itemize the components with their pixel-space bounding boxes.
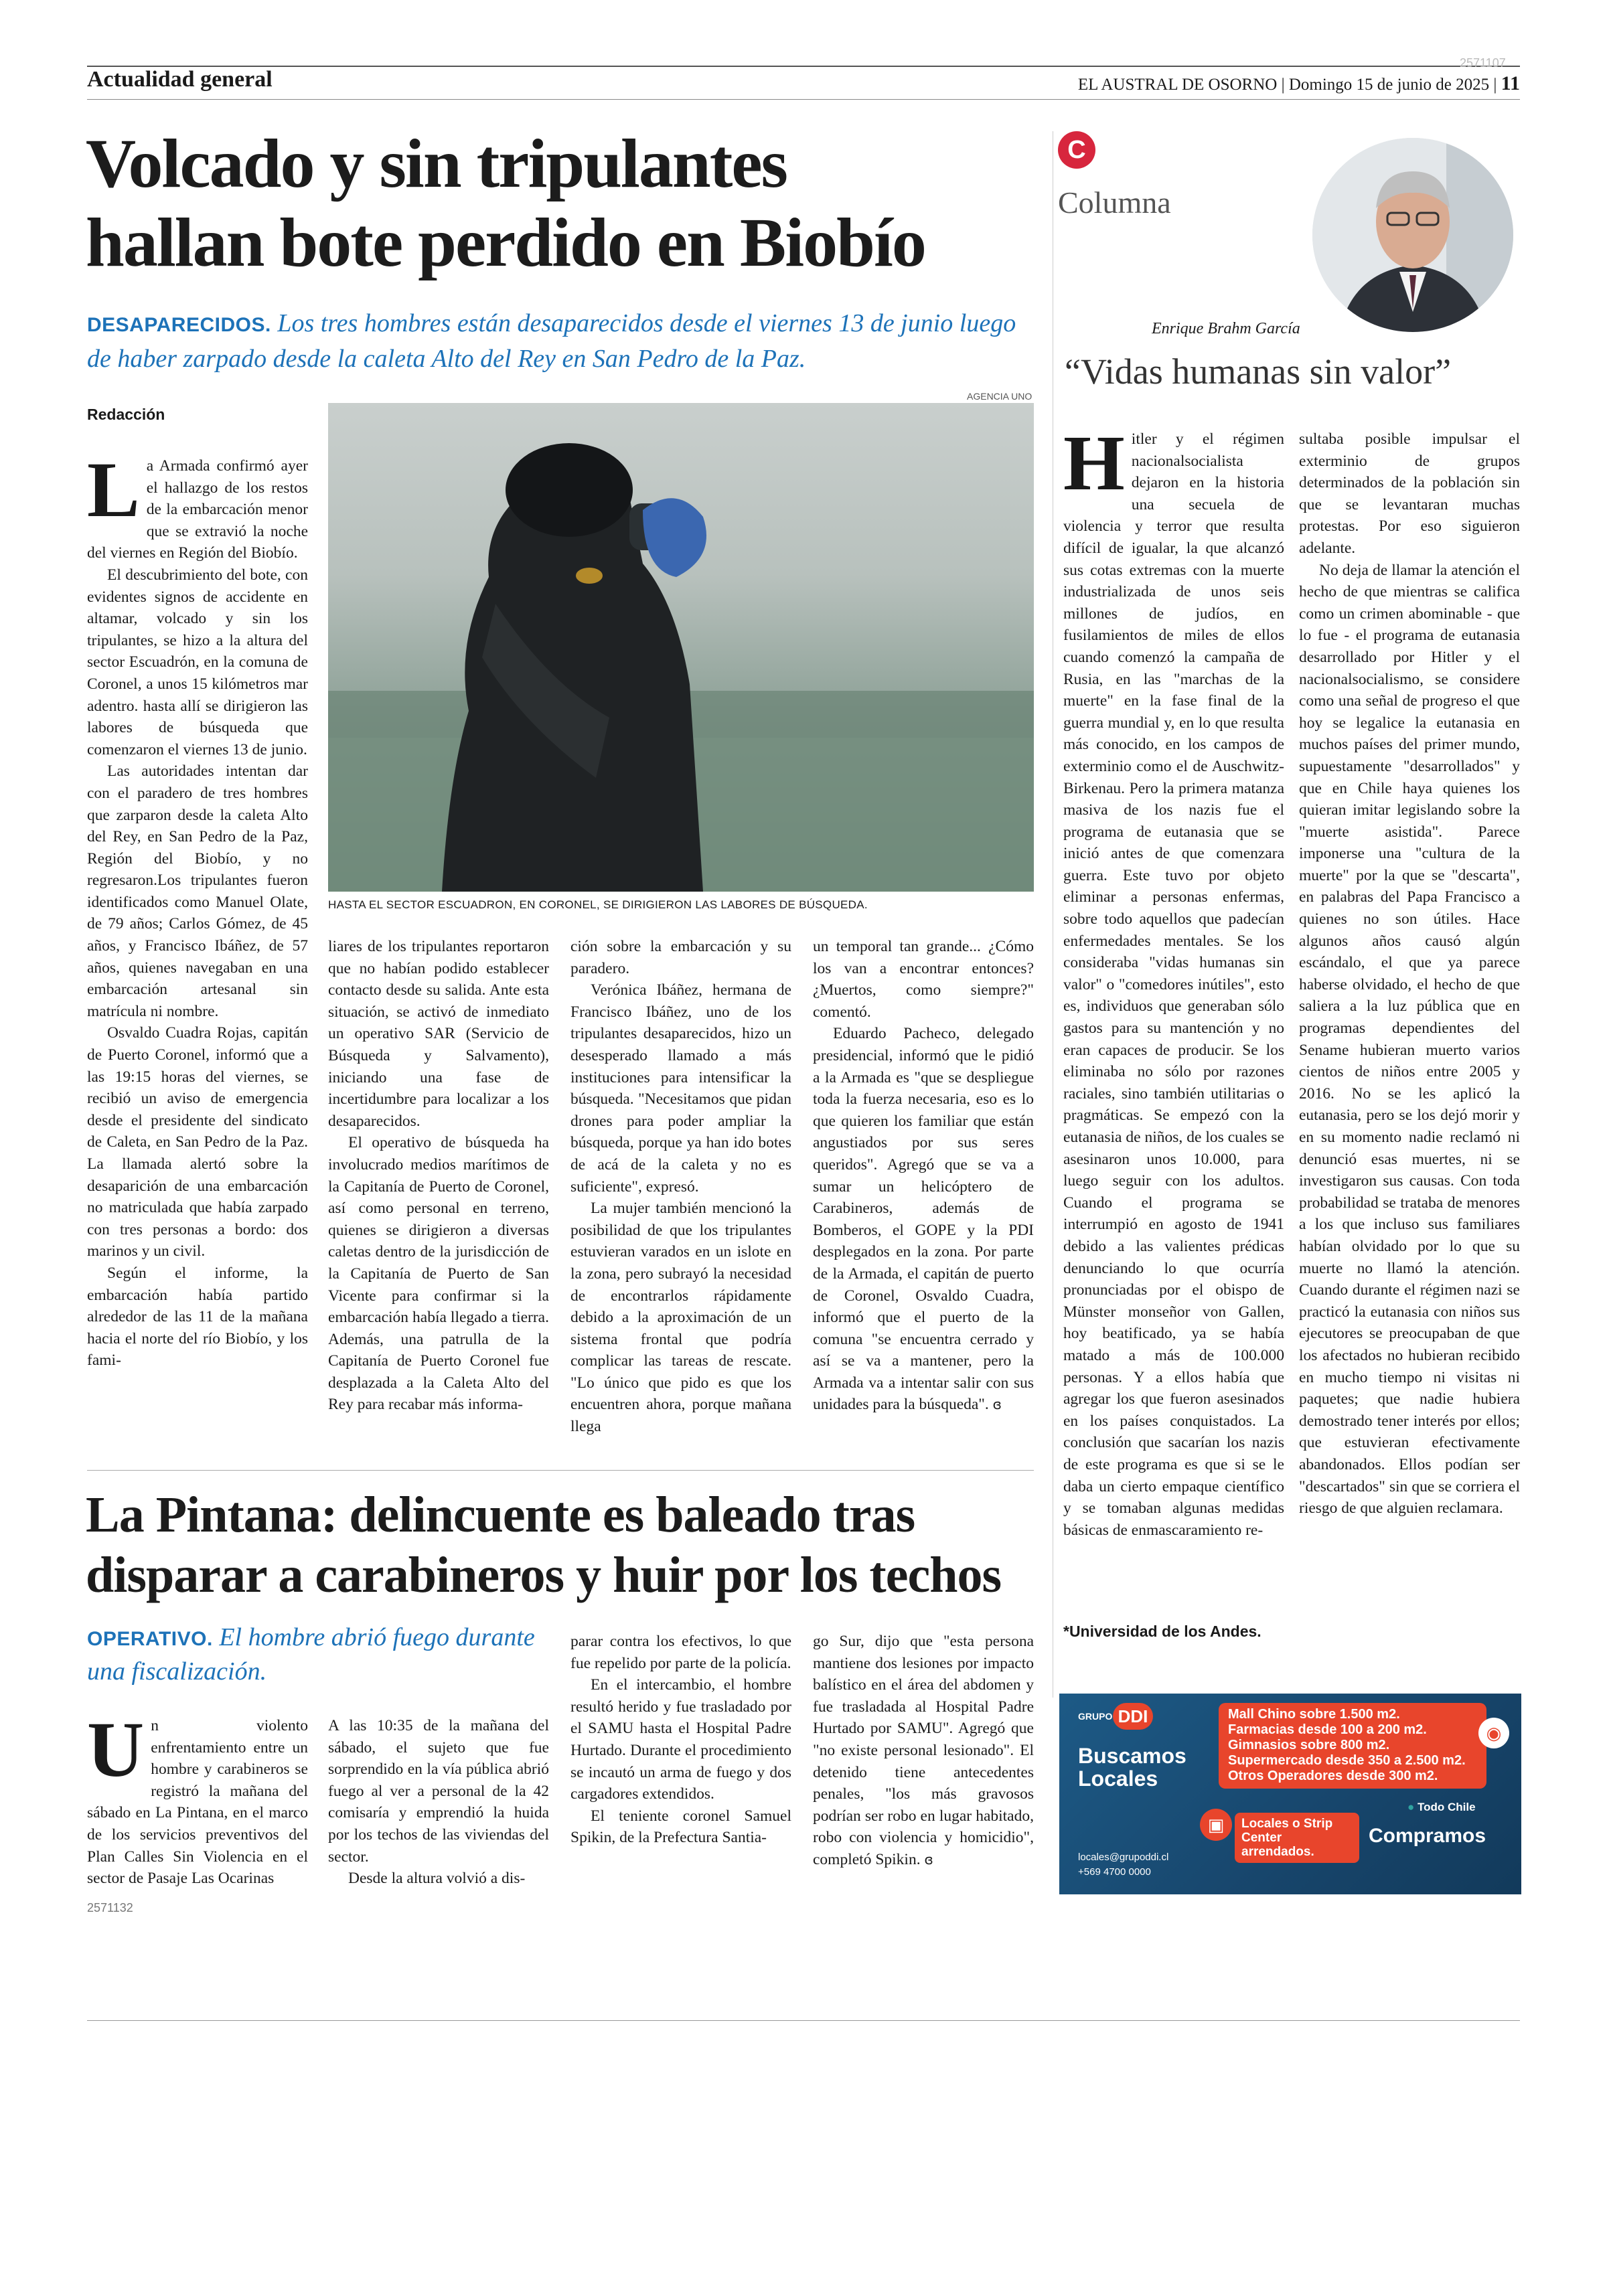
- article2-c3-p2: En el intercambio, el hombre resultó herido y fue trasladado por el SAMU hasta el Hospital Padre Hurtado. Durante el procedimiento se incautó un arma de fuego y dos cargadores extendidos.: [570, 1676, 791, 1803]
- article1-deck-text: Los tres hombres están desaparecidos desde el viernes 13 de junio luego de haber zarpado desde la caleta Alto del Rey en San Pedro de la Paz.: [87, 309, 1016, 373]
- article1-headline-line2: hallan bote perdido en Biobío: [86, 204, 925, 281]
- column-col2: [1299, 428, 1520, 1520]
- article1-column4: [813, 936, 1034, 1416]
- article1-deck: [87, 307, 1031, 376]
- column-c2-p1: sultaba posible impulsar el exterminio de grupos determinados de la población sin que se levantaran muchas protestas. Por eso siguieron adelante.: [1299, 430, 1520, 557]
- article2-deck: [87, 1621, 542, 1688]
- article2-column1: [87, 1706, 308, 1890]
- ad-banner[interactable]: [1059, 1694, 1521, 1894]
- column-label: Columna: [1058, 185, 1171, 220]
- column-c2-p2: No deja de llamar la atención el hecho de que mientras se califica como un crimen abominable - que lo fue - el programa de eutanasia desarrollado por Hitler y el nacionalsocialismo, se considere como una señal de progreso el que hoy se legalice la eutanasia en muchos países del primer mundo, supuestamente "desarrollados" y que en Chile haya quienes los quieran imitar legislando sobre la "muerte asistida". Parece imponerse una "cultura de la muerte" por la que se "descarta", en palabras del Papa Francisco a quienes no son útiles. Hace algunos años causó algún escándalo, el que ya parece haberse olvidado, el hecho de que saliera a la luz pública que en programas dependientes del Sename hubieran muerto varios cientos de niños entre 2005 y 2016. No se les aplicó la eutanasia, pero se los dejó morir y en su momento nadie reclamó ni denunció esas muertes, ni se investigaron sus causas. Con toda probabilidad se trataba de menores a los que incluso sus familiares habían olvidado por lo que su muerte no llamó la atención. Cuando durante el régimen nazi se practicó la eutanasia con niños sus ejecutores se preocupaban de que los afectados no hubieran recibido en mucho tiempo ni visitas ni paquetes; que nadie hubiera demostrado tener interés por ellos; que estuvieran efectivamente abandonados. Ellos podían ser "descartados" sin que se corriera el riesgo de que alguien reclamara.: [1299, 561, 1520, 1518]
- ad-item: Otros Operadores desde 300 m2.: [1228, 1769, 1438, 1783]
- article2-c3-p1: parar contra los efectivos, lo que fue repelido por parte de la policía.: [570, 1633, 791, 1672]
- ad-brand: DDI: [1113, 1703, 1153, 1730]
- article2-c3-p3: El teniente coronel Samuel Spikin, de la Prefectura Santia-: [570, 1807, 791, 1847]
- article1-c1-p3: Las autoridades intentan dar con el paradero de tres hombres que zarparon desde la caleta Alto del Rey, en San Pedro de la Paz, Región del Biobío, y no regresaron.Los tripulantes fueron identificados como Manuel Olate, de 79 años; Carlos Gómez, de 45 años, y Francisco Ibáñez, de 57 años, quienes navegaban en una embarcación artesanal sin matrícula ni nombre.: [87, 762, 308, 1020]
- article1-c1-p1: a Armada confirmó ayer el hallazgo de los restos de la embarcación menor que se extravió la noche del viernes en Región del Biobío.: [87, 457, 308, 562]
- article2-end-mark: ɞ: [924, 1851, 933, 1868]
- article2-deck-text: El hombre abrió fuego durante una fiscalización.: [87, 1623, 535, 1686]
- article1-kicker: DESAPARECIDOS.: [87, 314, 271, 336]
- ad-group: GRUPO: [1078, 1711, 1113, 1722]
- article1-c2-p2: El operativo de búsqueda ha involucrado medios marítimos de la Capitanía de Puerto de Coronel, así como personal en terreno, quienes se dirigieron a diversas caletas dentro de la jurisdicción de la Capitanía de Puerto de San Vicente para confirmar si la embarcación había llegado a tierra. Además, una patrulla de la Capitanía de Puerto Coronel fue desplazada a la Caleta Alto del Rey para recabar más informa-: [328, 1134, 549, 1414]
- article2-dropcap: U: [87, 1706, 145, 1793]
- article1-column2: [328, 936, 549, 1416]
- article2-column3: [570, 1631, 791, 1849]
- article1-end-mark: ɞ: [992, 1396, 1002, 1413]
- issue-date: Domingo 15 de junio de 2025: [1288, 76, 1490, 94]
- section-label: Actualidad general: [87, 67, 273, 92]
- article1-c1-p5: Según el informe, la embarcación había partido alrededor de las 11 de la mañana hacia el norte del río Biobío, y los fami-: [87, 1264, 308, 1370]
- masthead-line: EL AUSTRAL DE OSORNO | Domingo 15 de junio de 2025 | 11: [1077, 72, 1520, 94]
- article1-c3-p2: Verónica Ibáñez, hermana de Francisco Ibáñez, uno de los tripulantes desaparecidos, hizo un desesperado llamado a más instituciones para intensificar la búsqueda. "Necesitamos que pidan drones para poder ampliar la búsqueda, porque ya han ido botes de acá de la caleta y no es suficiente", expresó.: [570, 981, 791, 1196]
- ad-item: Supermercado desde 350 a 2.500 m2.: [1228, 1753, 1466, 1768]
- ad-email[interactable]: locales@grupoddi.cl: [1078, 1852, 1169, 1863]
- article-divider: [87, 1470, 1034, 1471]
- article2-c2-p2: Desde la altura volvió a dis-: [348, 1870, 526, 1888]
- column-dropcap: H: [1063, 419, 1125, 507]
- article2-kicker: OPERATIVO.: [87, 1628, 213, 1650]
- article1-c3-p3: La mujer también mencionó la posibilidad de que los tripulantes estuvieran varados en un islote en la zona, pero subrayó la necesidad de encontrarlos rápidamente debido a la aproximación de un sistema frontal que podría complicar las tareas de rescate. "Lo único que pido es que los encuentren ahora, porque mañana llega: [570, 1200, 791, 1436]
- location-pin-icon: ◉: [1478, 1718, 1509, 1748]
- article2-c1-p1: n violento enfrentamiento entre un hombre y carabineros se registró la mañana del sábado en La Pintana, en el marco de los servicios preventivos del Plan Calles Sin Violencia en el sector de Pasaje Las Ocarinas: [87, 1717, 308, 1888]
- ad-items-box: [1219, 1703, 1486, 1789]
- article1-column3: [570, 936, 791, 1438]
- ad-coverage-text: Todo Chile: [1418, 1801, 1476, 1813]
- article1-byline: Redacción: [87, 406, 165, 423]
- column-affiliation: *Universidad de los Andes.: [1063, 1623, 1261, 1640]
- article1-dropcap: L: [87, 446, 140, 534]
- page-id-top: 2571107: [1460, 56, 1506, 70]
- ad-item: Gimnasios sobre 800 m2.: [1228, 1738, 1390, 1752]
- article1-headline: [86, 125, 925, 282]
- ad-coverage: [1407, 1801, 1476, 1814]
- article1-c4-p2: Eduardo Pacheco, delegado presidencial, informó que le pidió a la Armada es "que se despliegue toda la fuerza necesaria, eso es lo que quieren los familiar que están angustiados por sus seres queridos". Agregó que se va a sumar un helicóptero de Carabineros, además de Bomberos, el GOPE y la PDI desplegados en la zona. Por parte de la Armada, el capitán de puerto de Coronel, Osvaldo Cuadra, informó que el puerto de la comuna "se encuentra cerrado y así se va a mantener, pero la Armada va a intentar salir con sus unidades para la búsqueda".: [813, 1025, 1034, 1414]
- article2-c2-p1: A las 10:35 de la mañana del sábado, el sujeto que fue sorprendido en la vía pública abrió fuego al ver a personal de la 42 comisaría y emprendió la huida por los techos de las viviendas del sector.: [328, 1717, 549, 1866]
- ad-item: Mall Chino sobre 1.500 m2.: [1228, 1707, 1400, 1722]
- article1-c3-p1: ción sobre la embarcación y su paradero.: [570, 938, 791, 977]
- article2-headline-line2: disparar a carabineros y huir por los techos: [86, 1547, 1002, 1603]
- header-rule-bottom: [87, 99, 1520, 100]
- column-title: “Vidas humanas sin valor”: [1065, 351, 1452, 392]
- photo-illustration: [328, 403, 1034, 892]
- photo-credit: AGENCIA UNO: [967, 391, 1032, 402]
- ad-headline: Buscamos Locales: [1078, 1744, 1187, 1791]
- column-col1: [1063, 419, 1284, 1541]
- header-rule-top: [87, 66, 1520, 67]
- column-author: Enrique Brahm García: [1152, 320, 1300, 337]
- store-icon: ▣: [1200, 1809, 1232, 1841]
- article1-c1-p2: El descubrimiento del bote, con evidentes signos de accidente en altamar, volcado y sin los tripulantes, se hizo a la altura del sector Escuadrón, en la comuna de Coronel, a unos 15 kilómetros mar adentro. hasta allí se dirigieron las labores de búsqueda que comenzaron el viernes 13 de junio.: [87, 566, 308, 758]
- article2-column4: [813, 1631, 1034, 1871]
- column-badge: C: [1058, 131, 1095, 169]
- ad-phone: +569 4700 0000: [1078, 1866, 1151, 1878]
- article2-headline: [86, 1485, 1001, 1605]
- article2-c4-p1: go Sur, dijo que "esta persona mantiene dos lesiones por impacto balístico en el área del abdomen y fue trasladada al Hospital Padre Hurtado por SAMU". Agregó que "no existe personal lesionado". El detenido tiene antecedentes penales, "los más gravosos podrían ser robo en lugar habitado, robo con violencia y homicidio", completó Spikin.: [813, 1633, 1034, 1868]
- article1-headline-line1: Volcado y sin tripulantes: [86, 125, 787, 202]
- article2-headline-line1: La Pintana: delincuente es baleado tras: [86, 1487, 915, 1543]
- newspaper-name: EL AUSTRAL DE OSORNO: [1077, 76, 1278, 94]
- author-portrait-illustration: [1312, 138, 1513, 332]
- author-photo: [1312, 138, 1513, 332]
- ad-cta[interactable]: Compramos: [1369, 1825, 1486, 1847]
- article1-c2-p1: liares de los tripulantes reportaron que no habían podido establecer contacto desde su salida. Ante esta situación, se activó de inmediato un operativo SAR (Servicio de Búsqueda y Salvamento), iniciando una fase de incertidumbre para localizar a los desaparecidos.: [328, 938, 549, 1130]
- photo-caption: HASTA EL SECTOR ESCUADRON, EN CORONEL, SE DIRIGIERON LAS LABORES DE BÚSQUEDA.: [328, 898, 868, 911]
- article1-c1-p4: Osvaldo Cuadra Rojas, capitán de Puerto Coronel, informó que a las 19:15 horas del viernes, se recibió un aviso de emergencia desde el presidente del sindicato de Caleta, en San Pedro de la Paz. La llamada alertó sobre la desaparición de una embarcación no matriculada que había zarpado con tres personas a bordo: dos marinos y un civil.: [87, 1024, 308, 1260]
- article1-column1: [87, 446, 308, 1372]
- footer-rule: [87, 2020, 1520, 2021]
- ad-item: Farmacias desde 100 a 200 m2.: [1228, 1722, 1427, 1737]
- article1-photo: [328, 403, 1034, 892]
- column-c1-p1: itler y el régimen nacionalsocialista dejaron en la historia una secuela de violencia y terror que resulta difícil de igualar, la que alcanzó sus cotas extremas con la muerte industrializada de unos seis millones de judíos, en fusilamientos de miles de ellos cuando comenzó la campaña de Rusia, en las "marchas de la muerte" en la fase final de la guerra mundial y, en lo que resulta más conocido, en los campos de exterminio como el de Auschwitz-Birkenau. Pero la primera matanza masiva de los nazis fue el programa de eutanasia que se inició antes de que comenzara guerra. Este tuvo por objeto eliminar a personas enfermas, sobre todo aquellos que padecían enfermedades mentales. Se los consideraba "vidas humanas sin valor" o "comedores inútiles", esto es, individuos que generaban sólo gastos para su mantención y no eran capaces de producir. Se los eliminaba no sólo por razones raciales, sino también utilitarias o pragmáticas. Se empezó con la eutanasia de niños, de los cuales se asesinaron unos 10.000, para luego seguir con los adultos. Cuando el programa se interrumpió en agosto de 1941 debido a las valientes prédicas denunciando lo que ocurría pronunciadas por el obispo de Münster monseñor von Gallen, hoy beatificado, ya se había matado a más de 100.000 personas. Y a ellos había que agregar los que fueron asesinados en los países conquistados. La conclusión que sacarían los nazis de este programa es que si se le daba un cierto empaque científico y se tomaban algunas medidas básicas de enmascaramiento re-: [1063, 430, 1284, 1539]
- article2-column2: [328, 1715, 549, 1890]
- page-number: 11: [1501, 72, 1520, 94]
- page-id-bottom: 2571132: [87, 1901, 133, 1914]
- article1-c4-p1: un temporal tan grande... ¿Cómo los van a encontrar entonces? ¿Muertos, como siempre?" comentó.: [813, 938, 1034, 1021]
- pin-icon: ●: [1407, 1801, 1415, 1813]
- ad-locales-text: Locales o Strip Center arrendados.: [1235, 1813, 1359, 1863]
